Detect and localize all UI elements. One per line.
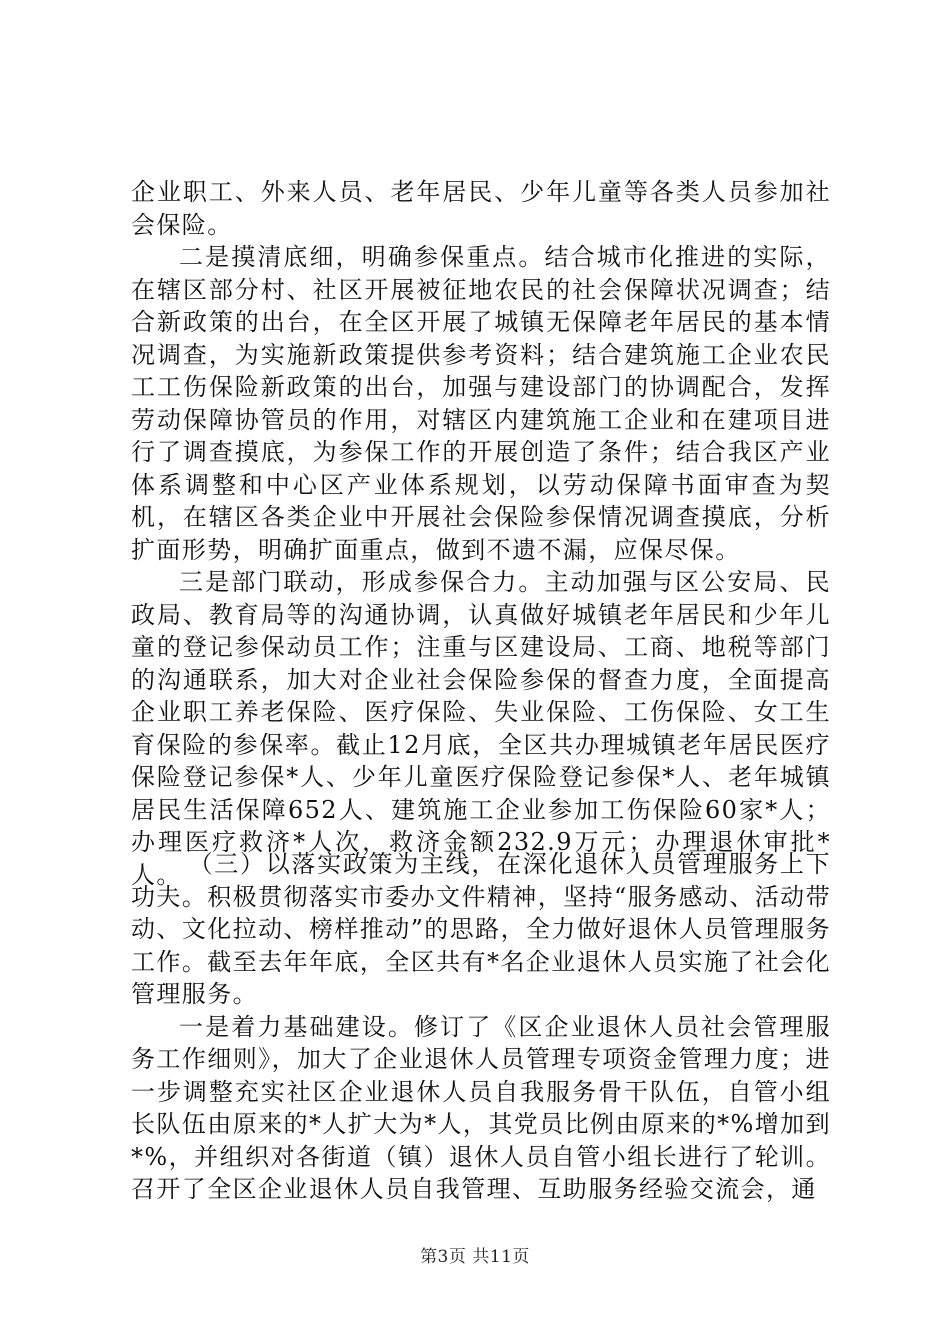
paragraph-point-one: 一是着力基础建设。修订了《区企业退休人员社会管理服务工作细则》，加大了企业退休人员管理专项资金管理力度；进一步调整充实社区企业退休人员自我服务骨干队伍，自管小组长队伍由原来的*人扩大为*人，其党员比例由原来的*%增加到*%，并组织对各街道（镇）退休人员自管小组长进行了轮训。召开了全区企业退休人员自我管理、互助服务经验交流会，通 (131, 1012, 831, 1203)
body-text-section-1 (131, 176, 831, 891)
body-text-section-2 (131, 848, 831, 1206)
paragraph-point-two: 二是摸清底细，明确参保重点。结合城市化推进的实际，在辖区部分村、社区开展被征地农民的社会保障状况调查；结合新政策的出台，在全区开展了城镇无保障老年居民的基本情况调查，为实施新政策提供参考资料；结合建筑施工企业农民工工伤保险新政策的出台，加强与建设部门的协调配合，发挥劳动保障协管员的作用，对辖区内建筑施工企业和在建项目进行了调查摸底，为参保工作的开展创造了条件；结合我区产业体系调整和中心区产业体系规划，以劳动保障书面审查为契机，在辖区各类企业中开展社会保险参保情况调查摸底，分析扩面形势，明确扩面重点，做到不遗不漏，应保尽保。 (131, 243, 831, 564)
paragraph-continuation: 企业职工、外来人员、老年居民、少年儿童等各类人员参加社会保险。 (131, 178, 831, 239)
section-heading-paragraph: （三）以落实政策为主线，在深化退休人员管理服务上下功夫。积极贯彻落实市委办文件精神，坚持“服务感动、活动带动、文化拉动、榜样推动”的思路，全力做好退休人员管理服务工作。截至去年年底，全区共有*名企业退休人员实施了社会化管理服务。 (131, 850, 831, 1008)
page-number-footer: 第3页 共11页 (420, 1247, 530, 1267)
paragraph-point-three: 三是部门联动，形成参保合力。主动加强与区公安局、民政局、教育局等的沟通协调，认真做好城镇老年居民和少年儿童的登记参保动员工作；注重与区建设局、工商、地税等部门的沟通联系，加大对企业社会保险参保的督查力度，全面提高企业职工养老保险、医疗保险、失业保险、工伤保险、女工生育保险的参保率。截止12月底，全区共办理城镇老年居民医疗保险登记参保*人、少年儿童医疗保险登记参保*人、老年城镇居民生活保障652人、建筑施工企业参加工伤保险60家*人；办理医疗救济*人次，救济金额232.9万元；办理退休审批*人。 (131, 568, 831, 889)
